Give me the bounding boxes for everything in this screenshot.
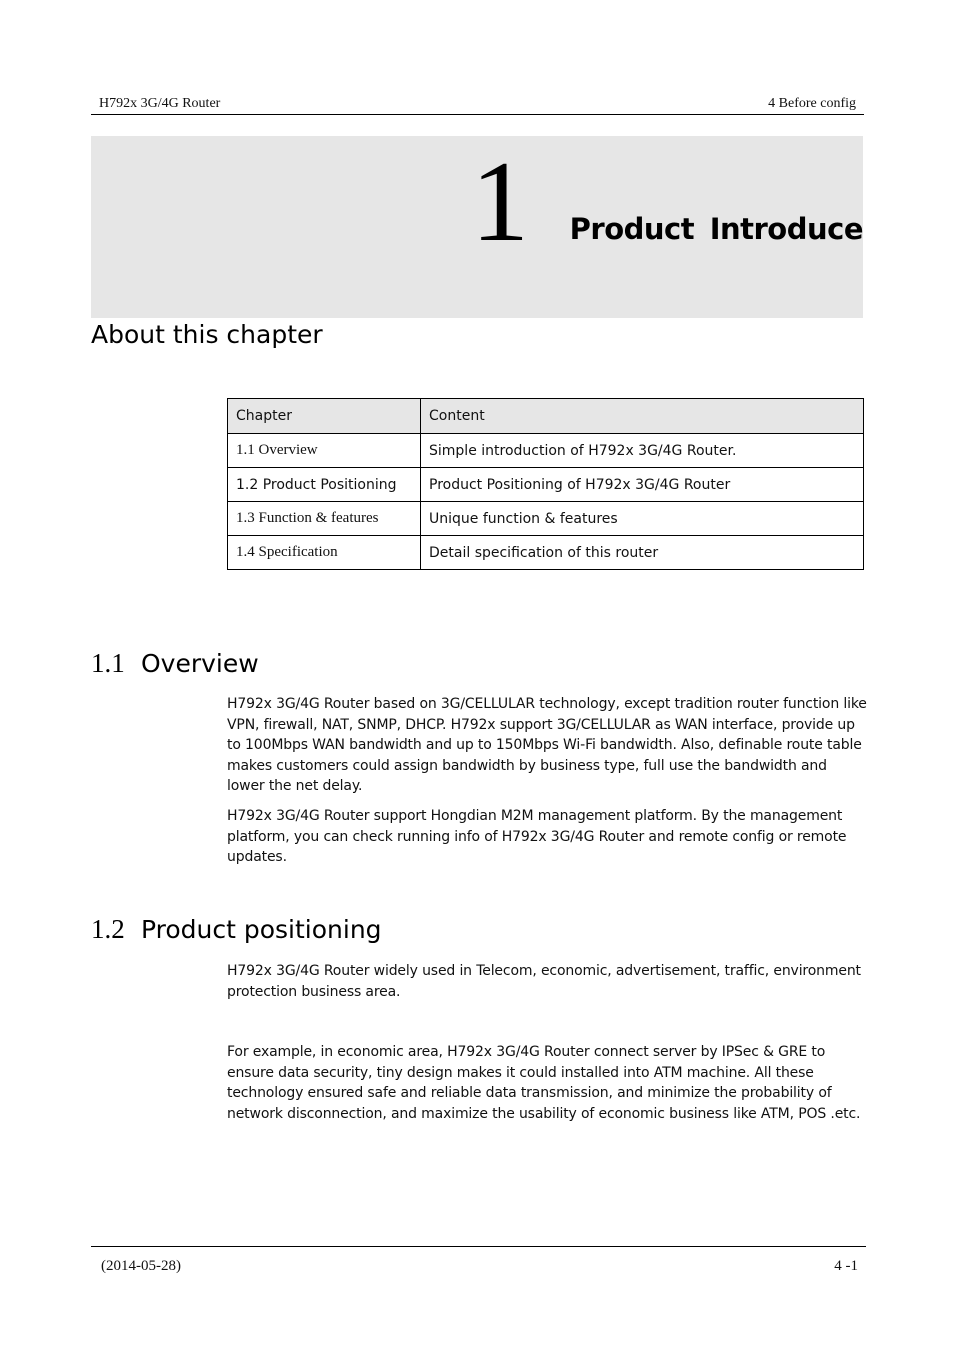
section-heading-overview (91, 648, 259, 679)
overview-paragraph-1: H792x 3G/4G Router based on 3G/CELLULAR technology, except tradition router function like VPN, firewall, NAT, SNMP, DHCP. H792x support 3G/CELLULAR as WAN interface, provide up to 100Mbps WAN bandwidth and up to 150Mbps Wi-Fi bandwidth. Also, definable route table makes customers could assign bandwidth by business type, full use the bandwidth and lower the net delay. (227, 696, 867, 794)
overview-paragraph-2: H792x 3G/4G Router support Hongdian M2M management platform. By the management platform, you can check running info of H792x 3G/4G Router and remote config or remote updates. (227, 808, 847, 865)
chapter-contents-table (227, 398, 864, 570)
table-cell-content: Unique function & features (421, 502, 864, 536)
section-number: 1.2 (91, 914, 125, 944)
table-header-row (228, 399, 864, 434)
section-title: Overview (141, 649, 259, 678)
chapter-number: 1 (471, 138, 529, 266)
table-cell-chapter: 1.2 Product Positioning (228, 468, 421, 502)
table-row (228, 434, 864, 468)
table-cell-content: Product Positioning of H792x 3G/4G Router (421, 468, 864, 502)
table-cell-chapter: 1.4 Specification (228, 536, 421, 570)
chapter-banner (91, 136, 863, 318)
section-title: Product positioning (141, 915, 382, 944)
page-footer (91, 1246, 866, 1274)
table-header-content: Content (421, 399, 864, 434)
table-cell-content: Simple introduction of H792x 3G/4G Router. (421, 434, 864, 468)
table-header-chapter: Chapter (228, 399, 421, 434)
table-cell-chapter: 1.3 Function & features (228, 502, 421, 536)
page-header (91, 94, 864, 115)
table-row (228, 468, 864, 502)
header-document-title: H792x 3G/4G Router (99, 96, 221, 111)
footer-page-number: 4 -1 (834, 1258, 858, 1274)
section-number: 1.1 (91, 648, 125, 678)
about-heading: About this chapter (91, 320, 323, 349)
positioning-paragraph-2: For example, in economic area, H792x 3G/4G Router connect server by IPSec & GRE to ensure data security, tiny design makes it could installed into ATM machine. All these technology ensured safe and reliable data transmission, and minimize the probability of network disconnection, and maximize the usability of economic business like ATM, POS .etc. (227, 1044, 861, 1122)
chapter-title: Product Introduce (569, 212, 863, 246)
table-cell-chapter: 1.1 Overview (228, 434, 421, 468)
header-section-title: 4 Before config (768, 96, 856, 111)
table-row (228, 502, 864, 536)
footer-date: (2014-05-28) (101, 1258, 181, 1274)
table-row (228, 536, 864, 570)
table-cell-content: Detail specification of this router (421, 536, 864, 570)
section-heading-product-positioning (91, 914, 382, 945)
positioning-paragraph-1: H792x 3G/4G Router widely used in Telecom, economic, advertisement, traffic, environment protection business area. (227, 963, 861, 1000)
